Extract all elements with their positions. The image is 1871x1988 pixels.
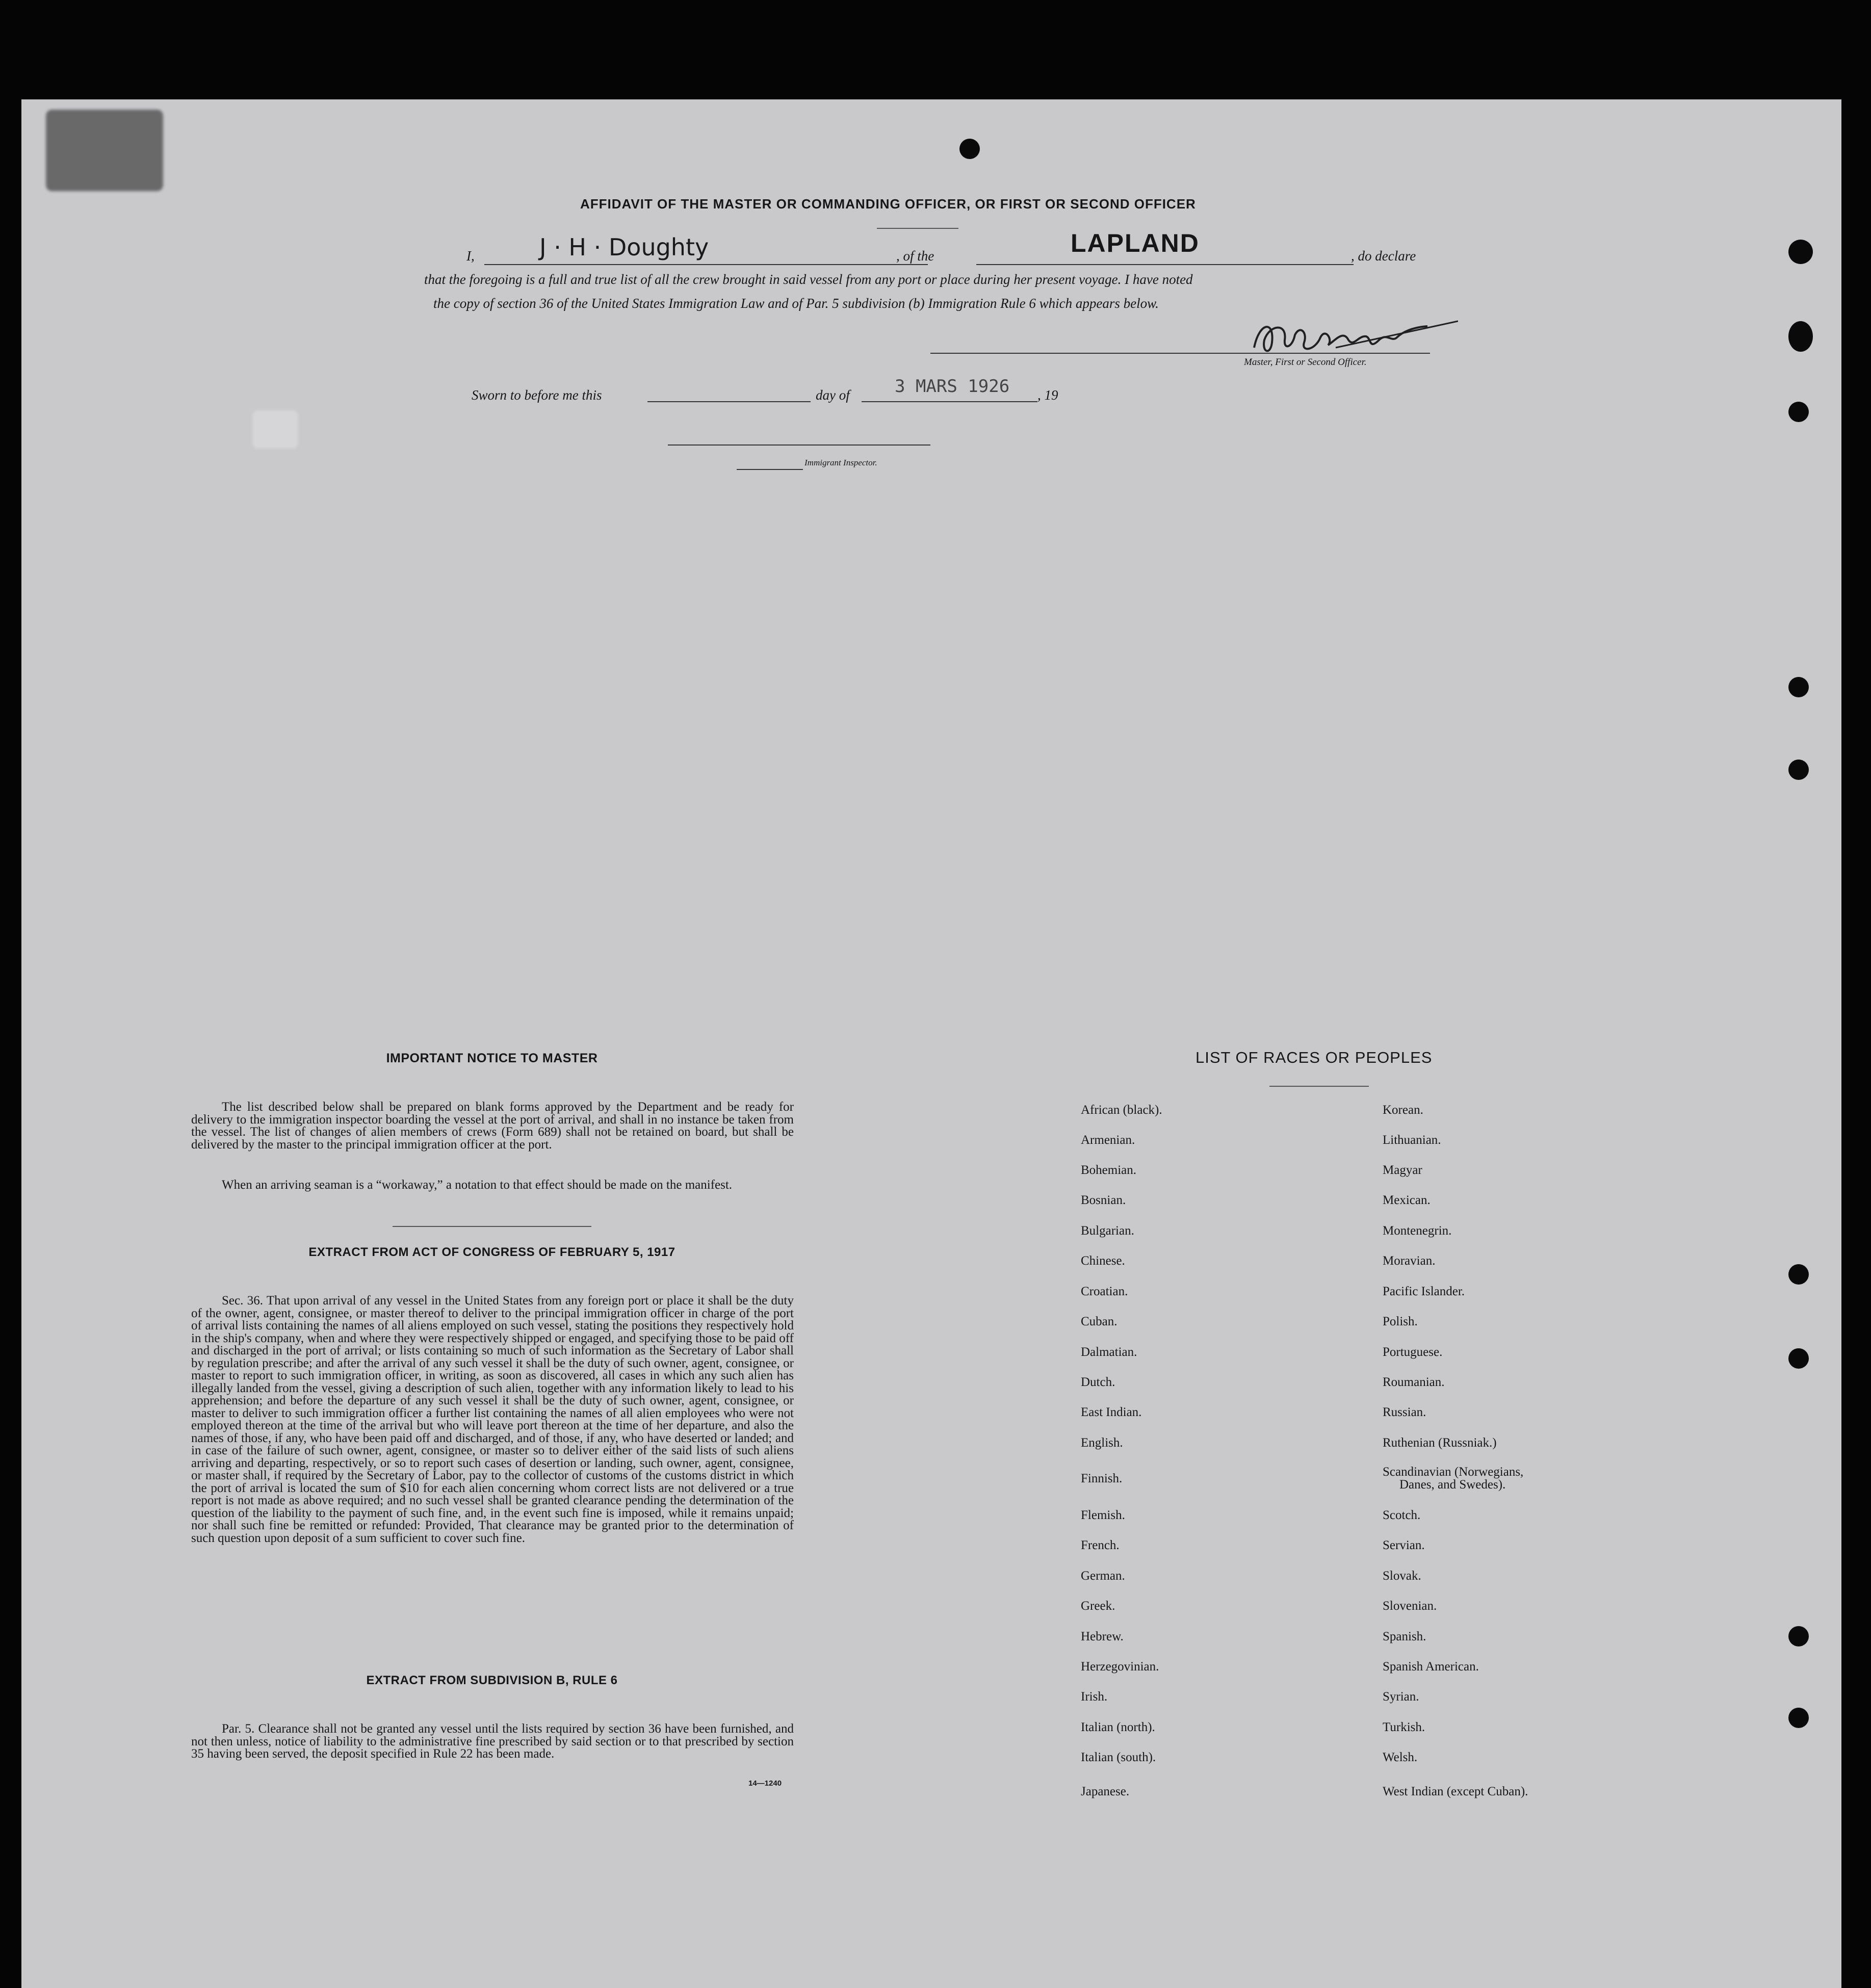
officer-name-field: J · H · Doughty [539,233,709,261]
race-item: Syrian. [1383,1690,1419,1704]
race-item: Bosnian. [1081,1193,1126,1207]
race-item: Slovak. [1383,1569,1421,1583]
race-item: Korean. [1383,1103,1423,1117]
race-item: Italian (north). [1081,1720,1155,1734]
declaration-line-3: the copy of section 36 of the United States Immigration Law and of Par. 5 subdivision (b) Immigration Rule 6 which appears below. [433,296,1159,311]
race-item: Pacific Islander. [1383,1285,1465,1298]
race-item: East Indian. [1081,1405,1142,1419]
race-item: Magyar [1383,1163,1422,1177]
notice-paragraph-1: The list described below shall be prepared on blank forms approved by the Department and be ready for delivery to the immigration inspector boarding the vessel at the port of arrival, and shall in no instance be taken from the vessel. The list of changes of alien members of crews (Form 689) shall not be retained on board, but shall be delivered by the master to the principal immigration officer at the port. [191,1100,794,1152]
date-stamp: 3 MARS 1926 [895,376,1010,397]
margin-stain [252,410,298,449]
punch-hole [1788,760,1809,780]
race-item: Irish. [1081,1690,1108,1704]
rule-heading: EXTRACT FROM SUBDIVISION B, RULE 6 [366,1673,618,1687]
race-item: Moravian. [1383,1254,1436,1268]
race-item: Hebrew. [1081,1630,1124,1643]
day-of-label: day of [816,387,850,403]
race-item: English. [1081,1436,1123,1450]
punch-hole [1788,240,1813,264]
punch-hole [1788,402,1809,422]
inspector-short-line [737,469,803,470]
race-item: Ruthenian (Russniak.) [1383,1436,1497,1450]
race-item: Dalmatian. [1081,1345,1137,1359]
year-suffix: , 19 [1037,387,1058,403]
race-item: Cuban. [1081,1315,1118,1328]
signer-caption: Master, First or Second Officer. [1244,357,1367,368]
race-item: Herzegovinian. [1081,1660,1159,1673]
race-item: Chinese. [1081,1254,1125,1268]
race-item: German. [1081,1569,1125,1583]
race-item: Croatian. [1081,1285,1128,1298]
race-item: Armenian. [1081,1133,1135,1147]
race-item: West Indian (except Cuban). [1383,1785,1528,1798]
race-item: Mexican. [1383,1193,1431,1207]
races-heading-rule [1269,1086,1369,1087]
race-item: Italian (south). [1081,1750,1156,1764]
sworn-label: Sworn to before me this [472,387,602,403]
form-number: 14—1240 [748,1779,782,1788]
notice-heading: IMPORTANT NOTICE TO MASTER [386,1051,598,1065]
race-item: Scotch. [1383,1508,1421,1522]
race-item: Dutch. [1081,1375,1115,1389]
race-item: French. [1081,1538,1120,1552]
paragraph-5-text: Par. 5. Clearance shall not be granted any vessel until the lists required by section 36 have been furnished, and not then unless, notice of liability to the administrative fine prescribed by said section or to that prescribed by section 35 having been served, the deposit specified in Rule 22 has been made. [191,1722,794,1761]
of-the-label: , of the [896,248,934,264]
punch-hole [1788,1708,1809,1728]
name-field-line [484,264,928,265]
sworn-day-line [647,401,811,402]
race-item: Danes, and Swedes). [1399,1478,1506,1492]
race-item: Japanese. [1081,1785,1130,1798]
race-item: Portuguese. [1383,1345,1443,1359]
race-item: Turkish. [1383,1720,1425,1734]
officer-signature [1244,312,1458,363]
sworn-date-line [862,401,1037,402]
race-item: Servian. [1383,1538,1425,1552]
race-item: Spanish. [1383,1630,1426,1643]
punch-hole [1788,321,1813,352]
race-item: Greek. [1081,1599,1115,1613]
race-item: Montenegrin. [1383,1224,1452,1238]
act-heading: EXTRACT FROM ACT OF CONGRESS OF FEBRUARY 5, 1917 [308,1245,675,1259]
punch-hole [1788,1264,1809,1285]
declaration-prefix: I, [466,248,475,264]
punch-hole [959,139,980,159]
corner-stain [46,110,163,191]
race-item: Bulgarian. [1081,1224,1134,1238]
vessel-field-line [976,264,1354,265]
section-36-text: Sec. 36. That upon arrival of any vessel in the United States from any foreign port or place it shall be the duty of the owner, agent, consignee, or master thereof to deliver to the principal immigration officer in charge of the port of arrival lists containing the names of all aliens employed on such vessel, stating the positions they respectively hold in the ship's company, when and where they were respectively shipped or engaged, and specifying those to be paid off and discharged in the port of arrival; or lists containing so much of such information as the Secretary of Labor shall by regulation prescribe; and after the arrival of any such vessel it shall be the duty of such owner, agent, consignee, or master to report to such immigration officer, in writing, as soon as discovered, all cases in which any such alien has illegally landed from the vessel, giving a description of such alien, together with any information likely to lead to his apprehension; and before the departure of any such vessel it shall be the duty of such owner, agent, consignee, or master to deliver to such immigration officer a further list containing the names of all alien employees who were not employed thereon at the time of the arrival but who will leave port thereon at the time of her departure, and also the names of those, if any, who have been paid off and discharged, and of those, if any, who have deserted or landed; and in case of the failure of such owner, agent, consignee, or master so to deliver either of the said lists of such aliens arriving and departing, respectively, or so to report such cases of desertion or landing, such owner, agent, consignee, or master shall, if required by the Secretary of Labor, pay to the collector of customs of the customs district in which the port of arrival is located the sum of $10 for each alien concerning whom correct lists are not delivered or a true report is not made as above required; and no such vessel shall be granted clearance pending the determination of the question of the liability to the payment of such fine, and, in the event such fine is imposed, while it remains unpaid; nor shall such fine be remitted or refunded: Provided, That clearance may be granted prior to the determination of such question upon deposit of a sum sufficient to cover such fine. [191,1294,794,1545]
punch-hole [1788,1626,1809,1646]
race-item: Scandinavian (Norwegians, [1383,1465,1524,1479]
race-item: Spanish American. [1383,1660,1479,1673]
race-item: Flemish. [1081,1508,1125,1522]
race-item: Polish. [1383,1315,1418,1328]
section-rule [393,1226,591,1227]
inspector-signature-line [668,444,930,446]
inspector-caption: Immigrant Inspector. [804,458,877,467]
notice-paragraph-2: When an arriving seaman is a “workaway,” a notation to that effect should be made on the manifest. [222,1178,733,1192]
race-item: Finnish. [1081,1472,1123,1485]
race-item: Bohemian. [1081,1163,1137,1177]
declaration-line-2: that the foregoing is a full and true list of all the crew brought in said vessel from any port or place during her present voyage. I have noted [424,272,1193,287]
race-item: Russian. [1383,1405,1426,1419]
affidavit-title: AFFIDAVIT OF THE MASTER OR COMMANDING OFFICER, OR FIRST OR SECOND OFFICER [580,196,1196,212]
race-item: Lithuanian. [1383,1133,1441,1147]
race-item: Welsh. [1383,1750,1418,1764]
punch-hole [1788,677,1809,697]
race-item: African (black). [1081,1103,1162,1117]
punch-hole [1788,1348,1809,1369]
race-item: Roumanian. [1383,1375,1445,1389]
title-rule [877,228,958,229]
do-declare-label: , do declare [1351,248,1416,264]
vessel-name-field: LAPLAND [1071,229,1200,257]
race-item: Slovenian. [1383,1599,1437,1613]
races-heading: LIST OF RACES OR PEOPLES [1196,1049,1433,1066]
